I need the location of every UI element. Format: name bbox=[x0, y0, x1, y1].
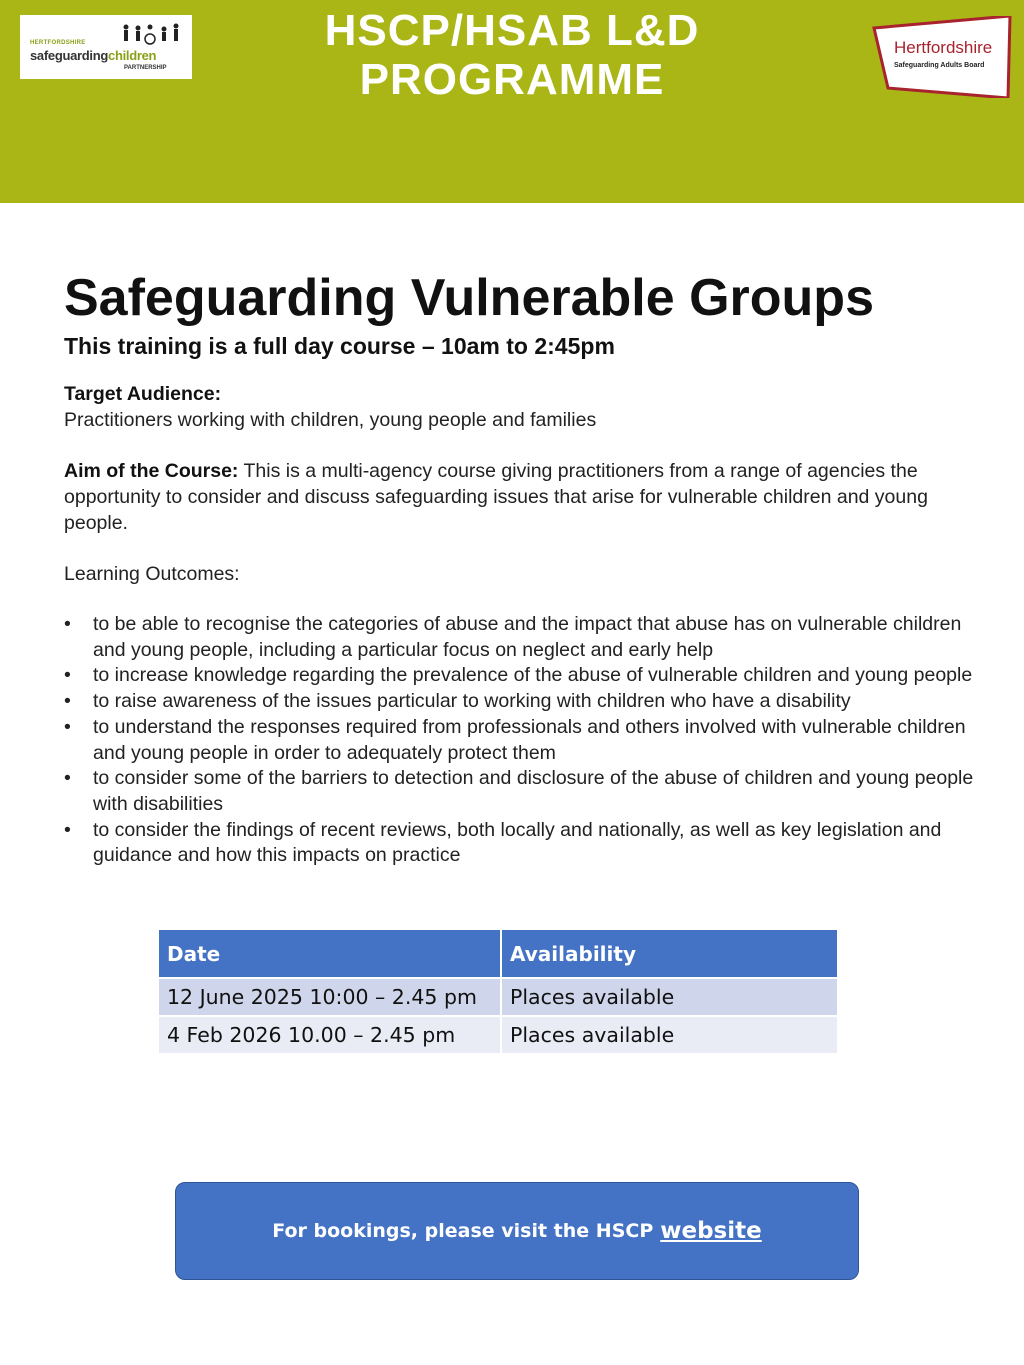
list-item: • to understand the responses required from professionals and others involved with vulnerable children and young people in order to adequately protect them bbox=[64, 715, 966, 764]
bullet-icon: • bbox=[64, 715, 71, 738]
logo-county-text: HERTFORDSHIRE bbox=[30, 40, 86, 46]
hsab-logo bbox=[872, 16, 1012, 94]
programme-title: HSCP/HSAB L&D PROGRAMME bbox=[324, 6, 700, 104]
date-cell: 4 Feb 2026 10.00 – 2.45 pm bbox=[158, 1016, 501, 1054]
availability-cell: Places available bbox=[501, 978, 838, 1016]
hsab-county-text: Hertfordshire bbox=[894, 38, 993, 57]
target-audience-label: Target Audience: bbox=[64, 383, 222, 405]
list-item: • to increase knowledge regarding the prevalence of the abuse of vulnerable children and young people bbox=[64, 663, 984, 689]
target-audience-text: Practitioners working with children, young people and families bbox=[64, 409, 597, 431]
learning-outcomes-label: Learning Outcomes: bbox=[64, 563, 240, 585]
availability-cell: Places available bbox=[501, 1016, 838, 1054]
booking-text: For bookings, please visit the HSCP bbox=[272, 1220, 654, 1242]
hsab-board-text: Safeguarding Adults Board bbox=[894, 62, 985, 69]
availability-column-header: Availability bbox=[501, 929, 838, 978]
logo-brand-text: safeguardingchildren bbox=[30, 48, 157, 63]
list-item: • to be able to recognise the categories of abuse and the impact that abuse has on vulnerable children and young people, including a particular focus on neglect and early help bbox=[64, 613, 962, 661]
bullet-icon: • bbox=[64, 767, 71, 790]
bullet-icon: • bbox=[64, 690, 71, 713]
list-item: • to consider the findings of recent reviews, both locally and nationally, as well as key legislation and guidance and how this impacts on practice bbox=[64, 818, 942, 867]
learning-outcomes-list bbox=[64, 612, 984, 869]
website-link[interactable]: website bbox=[660, 1218, 762, 1244]
course-title: Safeguarding Vulnerable Groups bbox=[64, 269, 874, 327]
hscp-logo bbox=[20, 15, 192, 79]
course-aim-text: This is a multi-agency course giving practitioners from a range of agencies the opportunity to consider and discuss safeguarding issues that arise for vulnerable children and young people. bbox=[64, 460, 928, 534]
bullet-icon: • bbox=[64, 818, 71, 841]
course-aim-label: Aim of the Course: bbox=[64, 460, 239, 482]
target-audience bbox=[64, 381, 974, 433]
table-header-row bbox=[158, 929, 838, 978]
course-aim bbox=[64, 458, 974, 536]
header-banner bbox=[0, 0, 1024, 203]
table-row bbox=[158, 978, 838, 1016]
date-column-header: Date bbox=[158, 929, 501, 978]
bullet-icon: • bbox=[64, 664, 71, 687]
list-item: • to raise awareness of the issues particular to working with children who have a disability bbox=[64, 689, 984, 715]
people-silhouette-icon bbox=[120, 23, 184, 47]
bullet-icon: • bbox=[64, 613, 71, 635]
booking-banner bbox=[175, 1182, 859, 1280]
list-item: • to consider some of the barriers to detection and disclosure of the abuse of children and young people with disabilities bbox=[64, 767, 974, 815]
course-duration: This training is a full day course – 10am to 2:45pm bbox=[64, 333, 615, 359]
course-dates-table bbox=[157, 928, 839, 1055]
date-cell: 12 June 2025 10:00 – 2.45 pm bbox=[158, 978, 501, 1016]
logo-partnership-text: PARTNERSHIP bbox=[124, 65, 167, 71]
table-row bbox=[158, 1016, 838, 1054]
